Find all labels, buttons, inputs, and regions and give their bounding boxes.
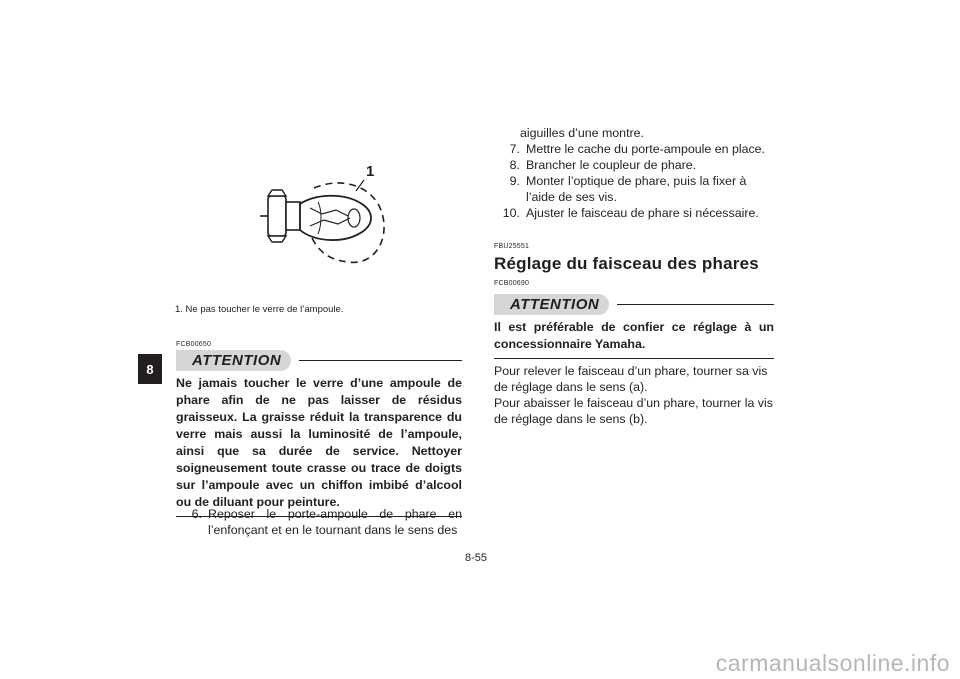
paragraph-lower: Pour abaisser le faisceau d’un phare, tourner la vis de réglage dans le sens (b). [494,396,773,426]
watermark: carmanualsonline.info [715,650,950,676]
headlight-bulb-drawing [252,158,392,276]
step-text: Ajuster le faisceau de phare si nécessaire. [526,206,759,220]
attention-rule [617,304,774,305]
step-10 [484,205,774,221]
step-8 [484,157,774,173]
step-9 [484,173,774,205]
step-number: 7. [509,142,520,156]
bulb-illustration [252,158,392,276]
attention-label: ATTENTION [176,350,291,371]
attention-end-rule [494,358,774,359]
step-text: Mettre le cache du porte-ampoule en place. [526,142,766,156]
attention-header [494,294,774,315]
step-text: Reposer le porte-ampoule de phare en l’enfonçant et en le tournant dans le sens des [208,507,462,537]
attention-code: FCB00690 [494,280,530,287]
continuation-text: aiguilles d’une montre. [520,126,644,140]
section-heading: Réglage du faisceau des phares [494,254,759,273]
section-tab: 8 [138,354,162,384]
figure-caption: 1. Ne pas toucher le verre de l’ampoule. [175,304,344,315]
step-number: 6. [191,507,202,521]
section-code: FBU25551 [494,243,530,250]
attention-header [176,350,462,371]
right-column [484,125,774,427]
step-number: 9. [509,174,520,188]
page-number: 8-55 [465,552,488,564]
step-number: 8. [509,158,520,172]
step-number: 10. [502,206,520,220]
attention-text: Ne jamais toucher le verre d’une ampoule de phare afin de ne pas laisser de résidus graisseux. La graisse réduit la transparence du verre mais aussi la luminosité de l’ampoule, ainsi que sa durée de service. Nettoyer soigneusement toute crasse ou trace de doigts sur l’ampoule avec un chiffon imbibé d’alcool ou de diluant pour peinture. [176,376,462,509]
attention-text: Il est préférable de confier ce réglage à un concessionnaire Yamaha. [494,320,774,351]
step-6 [166,506,462,538]
paragraph-raise: Pour relever le faisceau d’un phare, tourner sa vis de réglage dans le sens (a). [494,364,768,394]
attention-code: FCB00650 [176,341,212,348]
callout-number: 1 [366,163,375,180]
step-text: Brancher le coupleur de phare. [526,158,697,172]
section-block [484,239,774,427]
step-7 [484,141,774,157]
step-text: Monter l’optique de phare, puis la fixer à l’aide de ses vis. [526,174,747,204]
left-attention-block [176,341,462,517]
attention-label: ATTENTION [494,294,609,315]
attention-rule [299,360,462,361]
